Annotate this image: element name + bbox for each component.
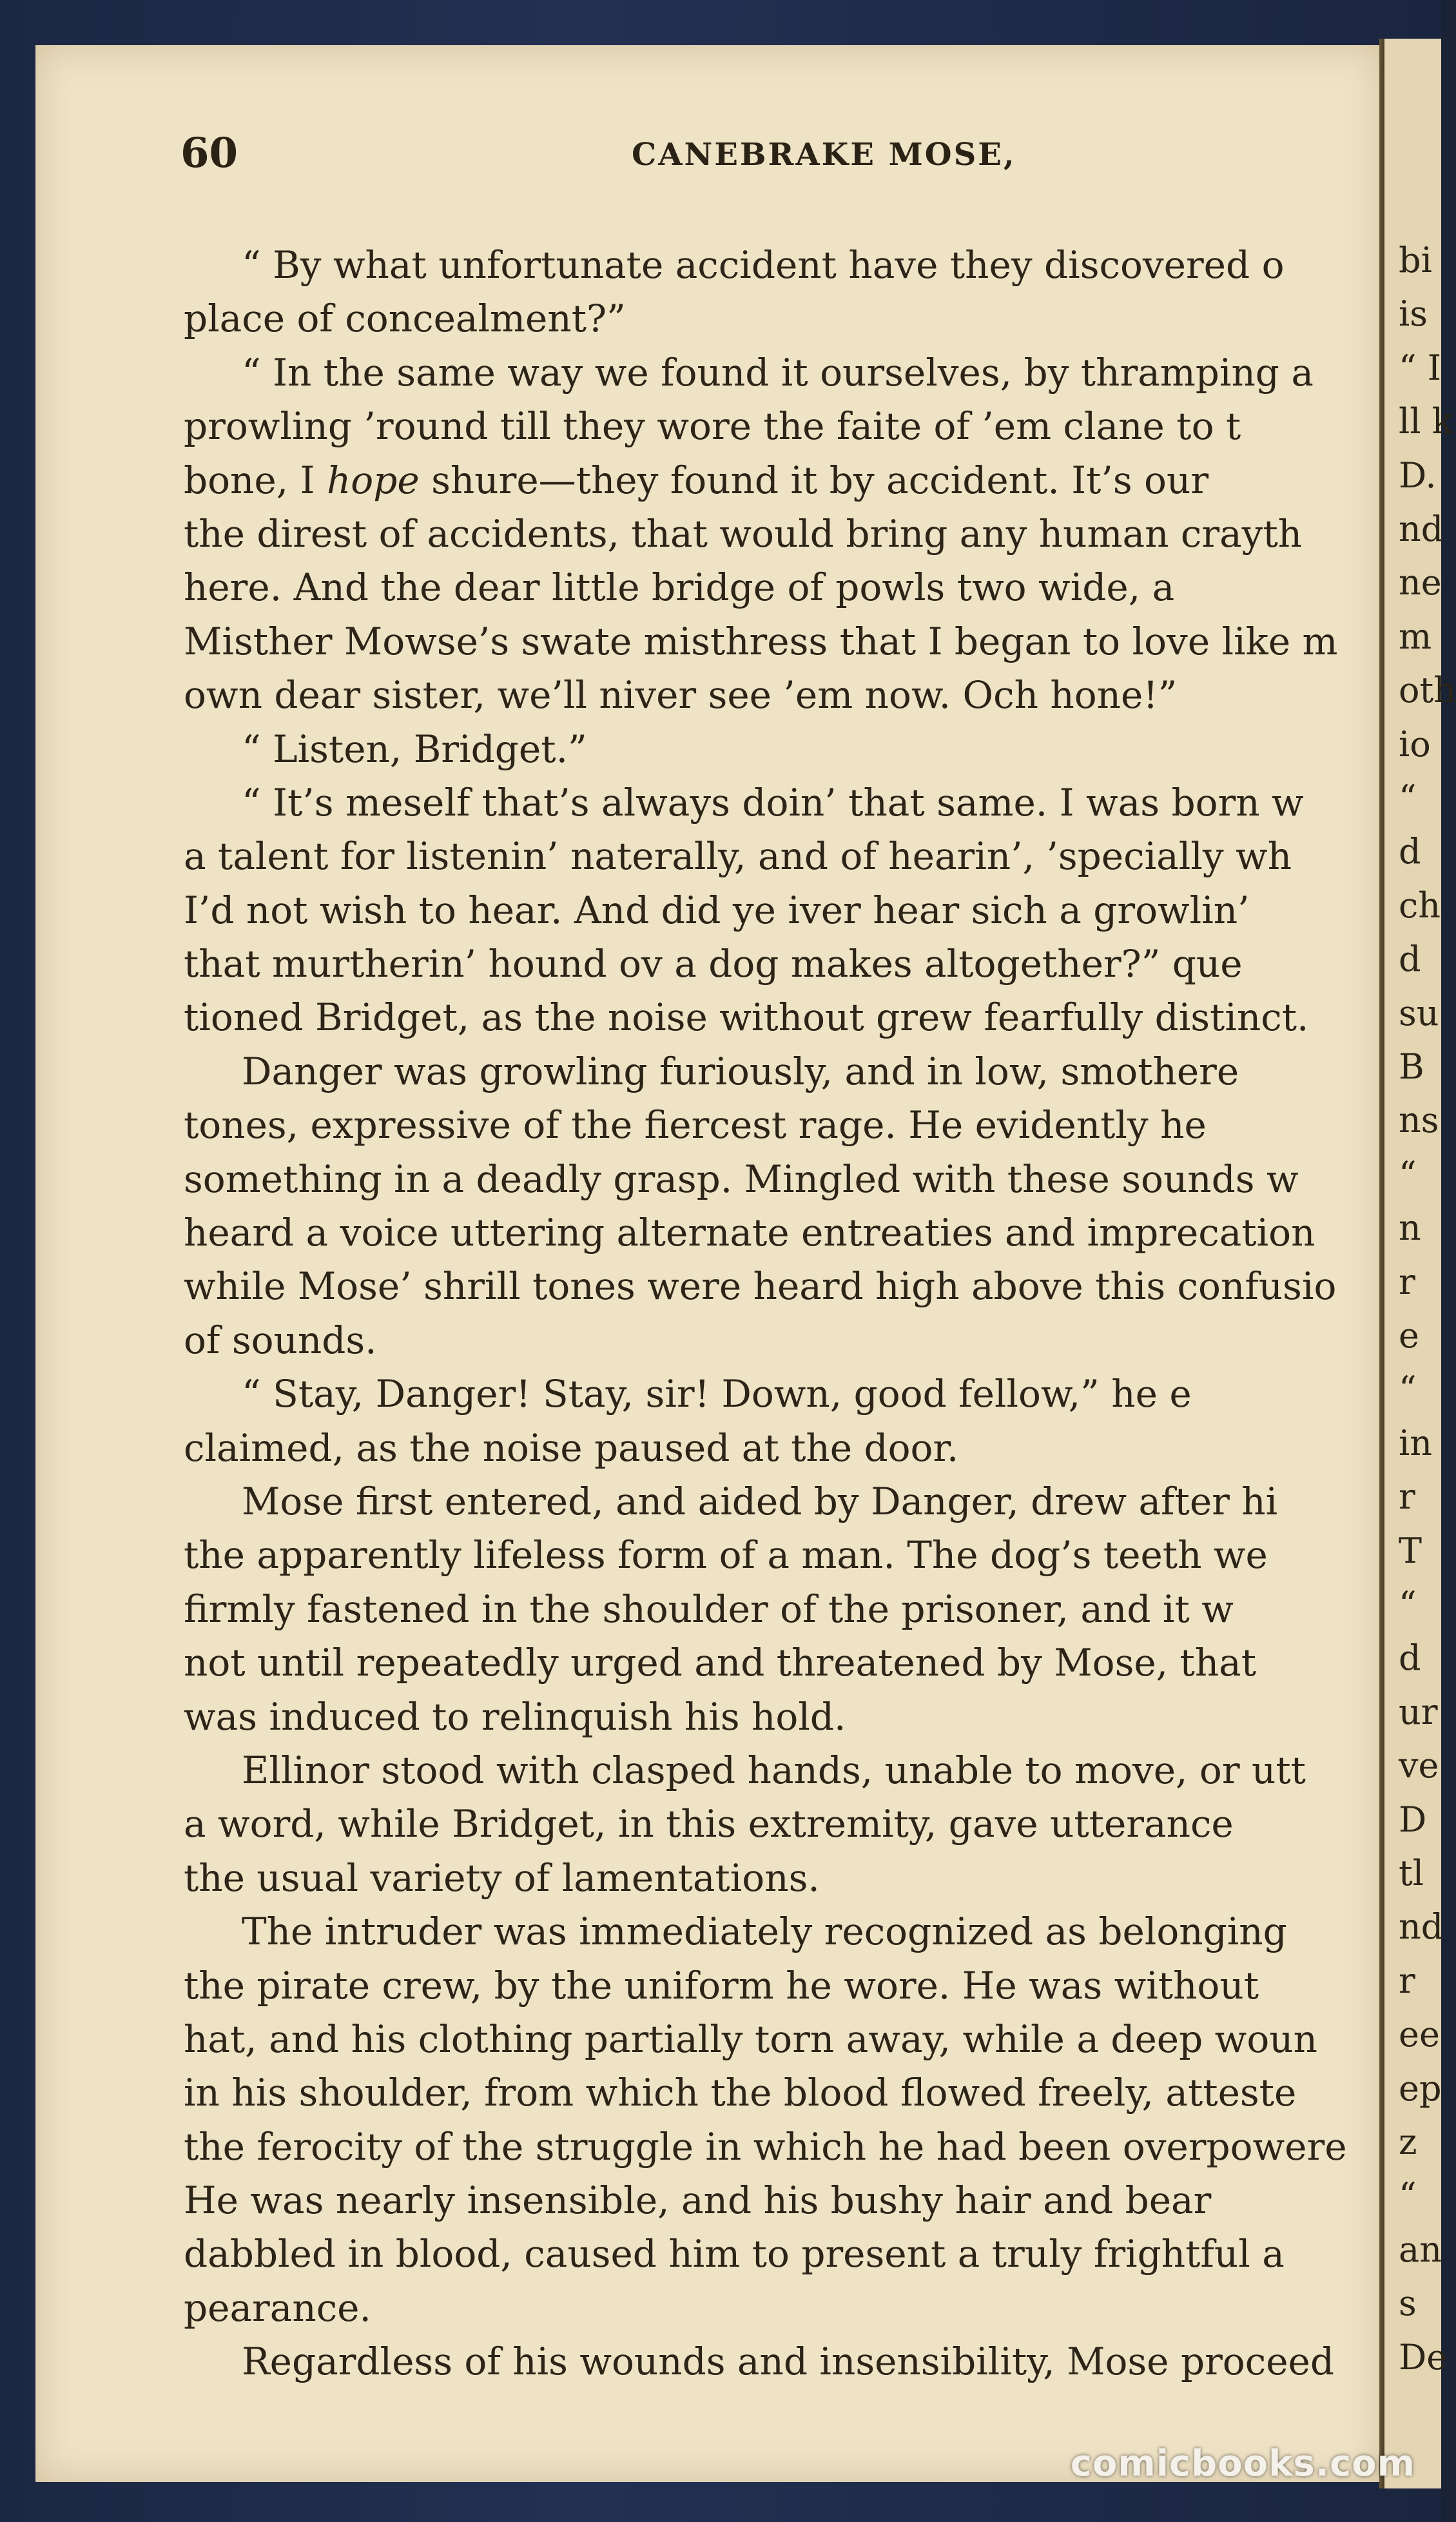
facing-page-fragment: r: [1399, 1261, 1415, 1302]
text-line: something in a deadly grasp. Mingled with these sounds w: [184, 1157, 1299, 1201]
facing-page-fragment: bi: [1399, 240, 1432, 280]
running-head: CANEBRAKE MOSE,: [632, 137, 1016, 173]
facing-page-fragment: r: [1399, 1960, 1415, 2001]
emphasis: hope: [326, 458, 420, 502]
text-line: Regardless of his wounds and insensibility, Mose proceed: [242, 2340, 1334, 2384]
facing-page-fragment: “: [1399, 2175, 1417, 2216]
facing-page-fragment: nd: [1399, 509, 1444, 549]
text-line: the ferocity of the struggle in which he had been overpowere: [184, 2124, 1347, 2169]
facing-page-fragment: su: [1399, 992, 1439, 1033]
text-line: The intruder was immediately recognized as belonging: [242, 1910, 1287, 1954]
text-line: “ By what unfortunate accident have they discovered o: [242, 243, 1285, 287]
text-line: tioned Bridget, as the noise without grew fearfully distinct.: [184, 995, 1309, 1040]
facing-page-fragment: ne: [1399, 562, 1442, 603]
facing-page-fragment: “: [1399, 1369, 1417, 1410]
facing-page-fragment: z: [1399, 2122, 1417, 2162]
text-line: Misther Mowse’s swate misthress that I began to love like m: [184, 619, 1338, 663]
facing-page-fragment: De: [1399, 2336, 1448, 2378]
facing-page-fragment: ve: [1399, 1745, 1439, 1786]
text-line: that murtherin’ hound ov a dog makes altogether?” que: [184, 942, 1243, 986]
text-line: “ Listen, Bridget.”: [242, 727, 587, 771]
text-line: in his shoulder, from which the blood flowed freely, atteste: [184, 2071, 1297, 2115]
text-line: bone, I hope shure—they found it by accident. It’s our: [184, 458, 1209, 502]
facing-page-fragment: “: [1399, 777, 1417, 818]
facing-page-fragment: B: [1399, 1046, 1424, 1087]
text-line: a word, while Bridget, in this extremity, gave utterance: [184, 1802, 1234, 1846]
text-line: of sounds.: [184, 1318, 377, 1362]
facing-page-fragment: r: [1399, 1476, 1415, 1518]
facing-page-fragment: n: [1399, 1207, 1421, 1249]
facing-page-fragment: “: [1399, 1584, 1417, 1625]
text-line: not until repeatedly urged and threatened by Mose, that: [184, 1641, 1257, 1685]
text-line: I’d not wish to hear. And did ye iver hear sich a growlin’: [184, 888, 1250, 932]
facing-page-fragment: oth: [1399, 670, 1456, 711]
facing-page-edge: [1384, 39, 1456, 2488]
text-line: was induced to relinquish his hold.: [184, 1694, 846, 1739]
text-line: the pirate crew, by the uniform he wore. He was without: [184, 1963, 1259, 2008]
text-line: Ellinor stood with clasped hands, unable to move, or utt: [242, 1748, 1306, 1792]
facing-page-fragment: T: [1399, 1530, 1422, 1571]
facing-page-fragment: ll k: [1399, 401, 1453, 442]
facing-page-fragment: ch: [1399, 885, 1441, 926]
facing-page-fragment: in: [1399, 1422, 1433, 1463]
facing-page-fragment: “ I: [1399, 347, 1442, 388]
facing-page-fragment: D.: [1399, 455, 1437, 496]
facing-page-fragment: m: [1399, 616, 1432, 657]
facing-page-fragment: io: [1399, 723, 1431, 765]
text-line: He was nearly insensible, and his bushy hair and bear: [184, 2178, 1212, 2223]
facing-page-fragment: d: [1399, 939, 1421, 980]
text-line: Danger was growling furiously, and in low, smothere: [242, 1049, 1239, 1093]
text-line: heard a voice uttering alternate entreaties and imprecation: [184, 1211, 1315, 1255]
site-watermark: comicbooks.com: [1070, 2443, 1415, 2485]
facing-page-fragment: ur: [1399, 1691, 1438, 1732]
facing-page-fragment: is: [1399, 293, 1428, 335]
text-line: the direst of accidents, that would bring any human crayth: [184, 511, 1303, 556]
facing-page-fragment: ee: [1399, 2014, 1440, 2055]
facing-page-fragment: s: [1399, 2283, 1417, 2324]
facing-page-fragment: e: [1399, 1315, 1419, 1356]
text-line: prowling ’round till they wore the faite of ’em clane to t: [184, 404, 1241, 449]
text-line: a talent for listenin’ naterally, and of hearin’, ’specially wh: [184, 834, 1292, 879]
text-line: Mose first entered, and aided by Danger, drew after hi: [242, 1479, 1278, 1523]
page-header: [180, 129, 1373, 187]
facing-page-fragment: “: [1399, 1153, 1417, 1195]
text-line: own dear sister, we’ll niver see ’em now. Och hone!”: [184, 673, 1178, 718]
text-line: “ It’s meself that’s always doin’ that same. I was born w: [242, 780, 1304, 825]
facing-page-fragment: ns: [1399, 1100, 1439, 1141]
page-number: 60: [180, 129, 238, 177]
text-line: dabbled in blood, caused him to present a truly frightful a: [184, 2232, 1285, 2276]
text-line: the usual variety of lamentations.: [184, 1855, 820, 1900]
text-line: “ In the same way we found it ourselves, by thramping a: [242, 350, 1314, 395]
text-line: hat, and his clothing partially torn away, while a deep woun: [184, 2017, 1317, 2061]
facing-page-fragment: nd: [1399, 1906, 1444, 1948]
text-line: tones, expressive of the fiercest rage. He evidently he: [184, 1103, 1207, 1148]
text-line: place of concealment?”: [184, 297, 626, 341]
facing-page-fragment: d: [1399, 1637, 1421, 1679]
text-line: “ Stay, Danger! Stay, sir! Down, good fellow,” he e: [242, 1372, 1192, 1416]
facing-page-fragment: d: [1399, 831, 1421, 872]
text-line: the apparently lifeless form of a man. The dog’s teeth we: [184, 1533, 1268, 1578]
text-line: claimed, as the noise paused at the door.: [184, 1425, 959, 1470]
facing-page-fragment: tl: [1399, 1853, 1424, 1893]
text-line: here. And the dear little bridge of powls two wide, a: [184, 565, 1175, 610]
text-line: while Mose’ shrill tones were heard high above this confusio: [184, 1264, 1337, 1309]
facing-page-fragment: ep: [1399, 2067, 1442, 2109]
facing-page-fragment: D: [1399, 1799, 1427, 1840]
facing-page-fragment: an: [1399, 2229, 1442, 2270]
text-line: pearance.: [184, 2285, 371, 2330]
body-text: [184, 239, 1379, 2389]
text-line: firmly fastened in the shoulder of the prisoner, and it w: [184, 1587, 1234, 1631]
